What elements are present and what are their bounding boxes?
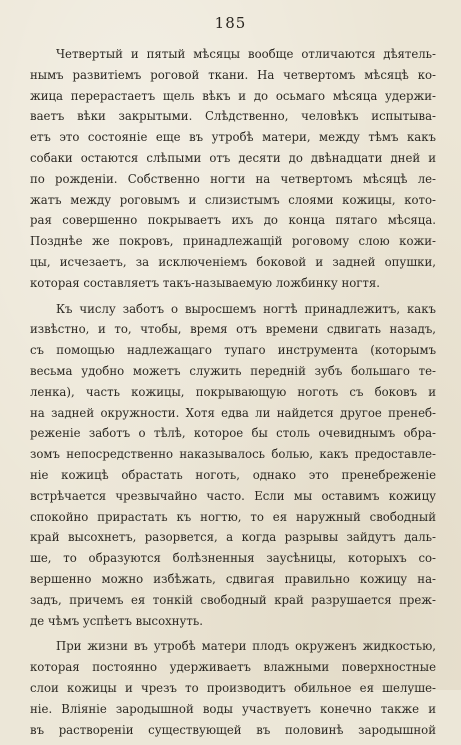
text-line: задъ, причемъ ея тонкій свободный край разрушается преж- (30, 592, 436, 607)
text-line: реженіе заботъ о тѣлѣ, которое бы столь очевиднымъ обра- (30, 426, 436, 441)
text-line: ніе кожицѣ обрастать ноготь, однако это пренебреженіе (30, 467, 436, 482)
paragraph-1 (30, 44, 436, 294)
text-line: съ помощью надлежащаго тупаго инструмента (которымъ (30, 343, 436, 358)
text-line: весьма удобно можетъ служить передній зубъ большаго те- (30, 363, 436, 378)
text-line: ніе. Вліяніе зародышной воды участвуетъ конечно также и (30, 701, 436, 716)
text-line: въ растворенiи существующей въ половинѣ зародышной (30, 722, 436, 737)
text-line: При жизни въ утробѣ матери плодъ окруженъ жидкостью, (56, 639, 436, 654)
text-line: жица перерастаетъ щель вѣкъ и до осьмаго мѣсяца удержи- (30, 88, 436, 103)
text-line: цы, исчезаетъ, за исключеніемъ боковой и задней опушки, (30, 254, 436, 269)
text-line: ваетъ вѣки закрытыми. Слѣдственно, человѣкъ испытыва- (30, 109, 436, 124)
text-line: на задней окружности. Хотя едва ли найдется другое пренеб- (30, 405, 436, 420)
text-line: встрѣчается чрезвычайно часто. Если мы оставимъ кожицу (30, 488, 436, 503)
text-line: етъ это состояніе еще въ утробѣ матери, между тѣмъ какъ (30, 130, 436, 145)
text-line: которая постоянно удерживаетъ влажными поверхностные (30, 660, 436, 675)
text-line: зомъ непосредственно наказывалось болью, какъ предоставле- (30, 447, 436, 462)
text-line: край высохнетъ, разорвется, а когда разрывы зайдутъ даль- (30, 530, 436, 545)
text-line: вершенно можно избѣжать, сдвигая правильно кожицу на- (30, 571, 436, 586)
text-line: собаки остаются слѣпыми отъ десяти до двѣнадцати дней и (30, 150, 436, 165)
text-line: которая составляетъ такъ-называемую ложбинку ногтя. (30, 275, 380, 290)
text-line: слои кожицы и чрезъ то производитъ обильное ея шелуше- (30, 680, 436, 695)
text-line: извѣстно, и то, чтобы, время отъ времени сдвигать назадъ, (30, 322, 436, 337)
paragraph-2 (30, 299, 436, 632)
text-line: спокойно прирастать къ ногтю, то ея наружный свободный (30, 509, 436, 524)
text-line: де чѣмъ успѣетъ высохнуть. (30, 613, 203, 628)
page-number: 185 (214, 14, 247, 32)
text-line: Позднѣе же покровъ, принадлежащій роговому слою кожи- (30, 234, 436, 249)
text-line: по рожденіи. Собственно ногти на четвертомъ мѣсяцѣ ле- (30, 171, 436, 186)
text-line: нымъ развитіемъ роговой ткани. На четвертомъ мѣсяцѣ ко- (30, 67, 436, 82)
text-line: Къ числу заботъ о выросшемъ ногтѣ принадлежитъ, какъ (56, 301, 436, 316)
text-line: Четвертый и пятый мѣсяцы вообще отличаются дѣятель- (56, 47, 436, 61)
text-line: рая совершенно покрываетъ ихъ до конца пятаго мѣсяца. (30, 213, 436, 228)
paragraph-3 (30, 636, 436, 740)
text-line: жатъ между роговымъ и слизистымъ слоями кожицы, кото- (30, 192, 436, 207)
text-line: ше, то образуются болѣзненныя заусѣницы, которыхъ со- (30, 551, 436, 566)
body-text (30, 44, 436, 745)
text-line: ленка), часть кожицы, покрывающую ноготь съ боковъ и (30, 384, 436, 399)
